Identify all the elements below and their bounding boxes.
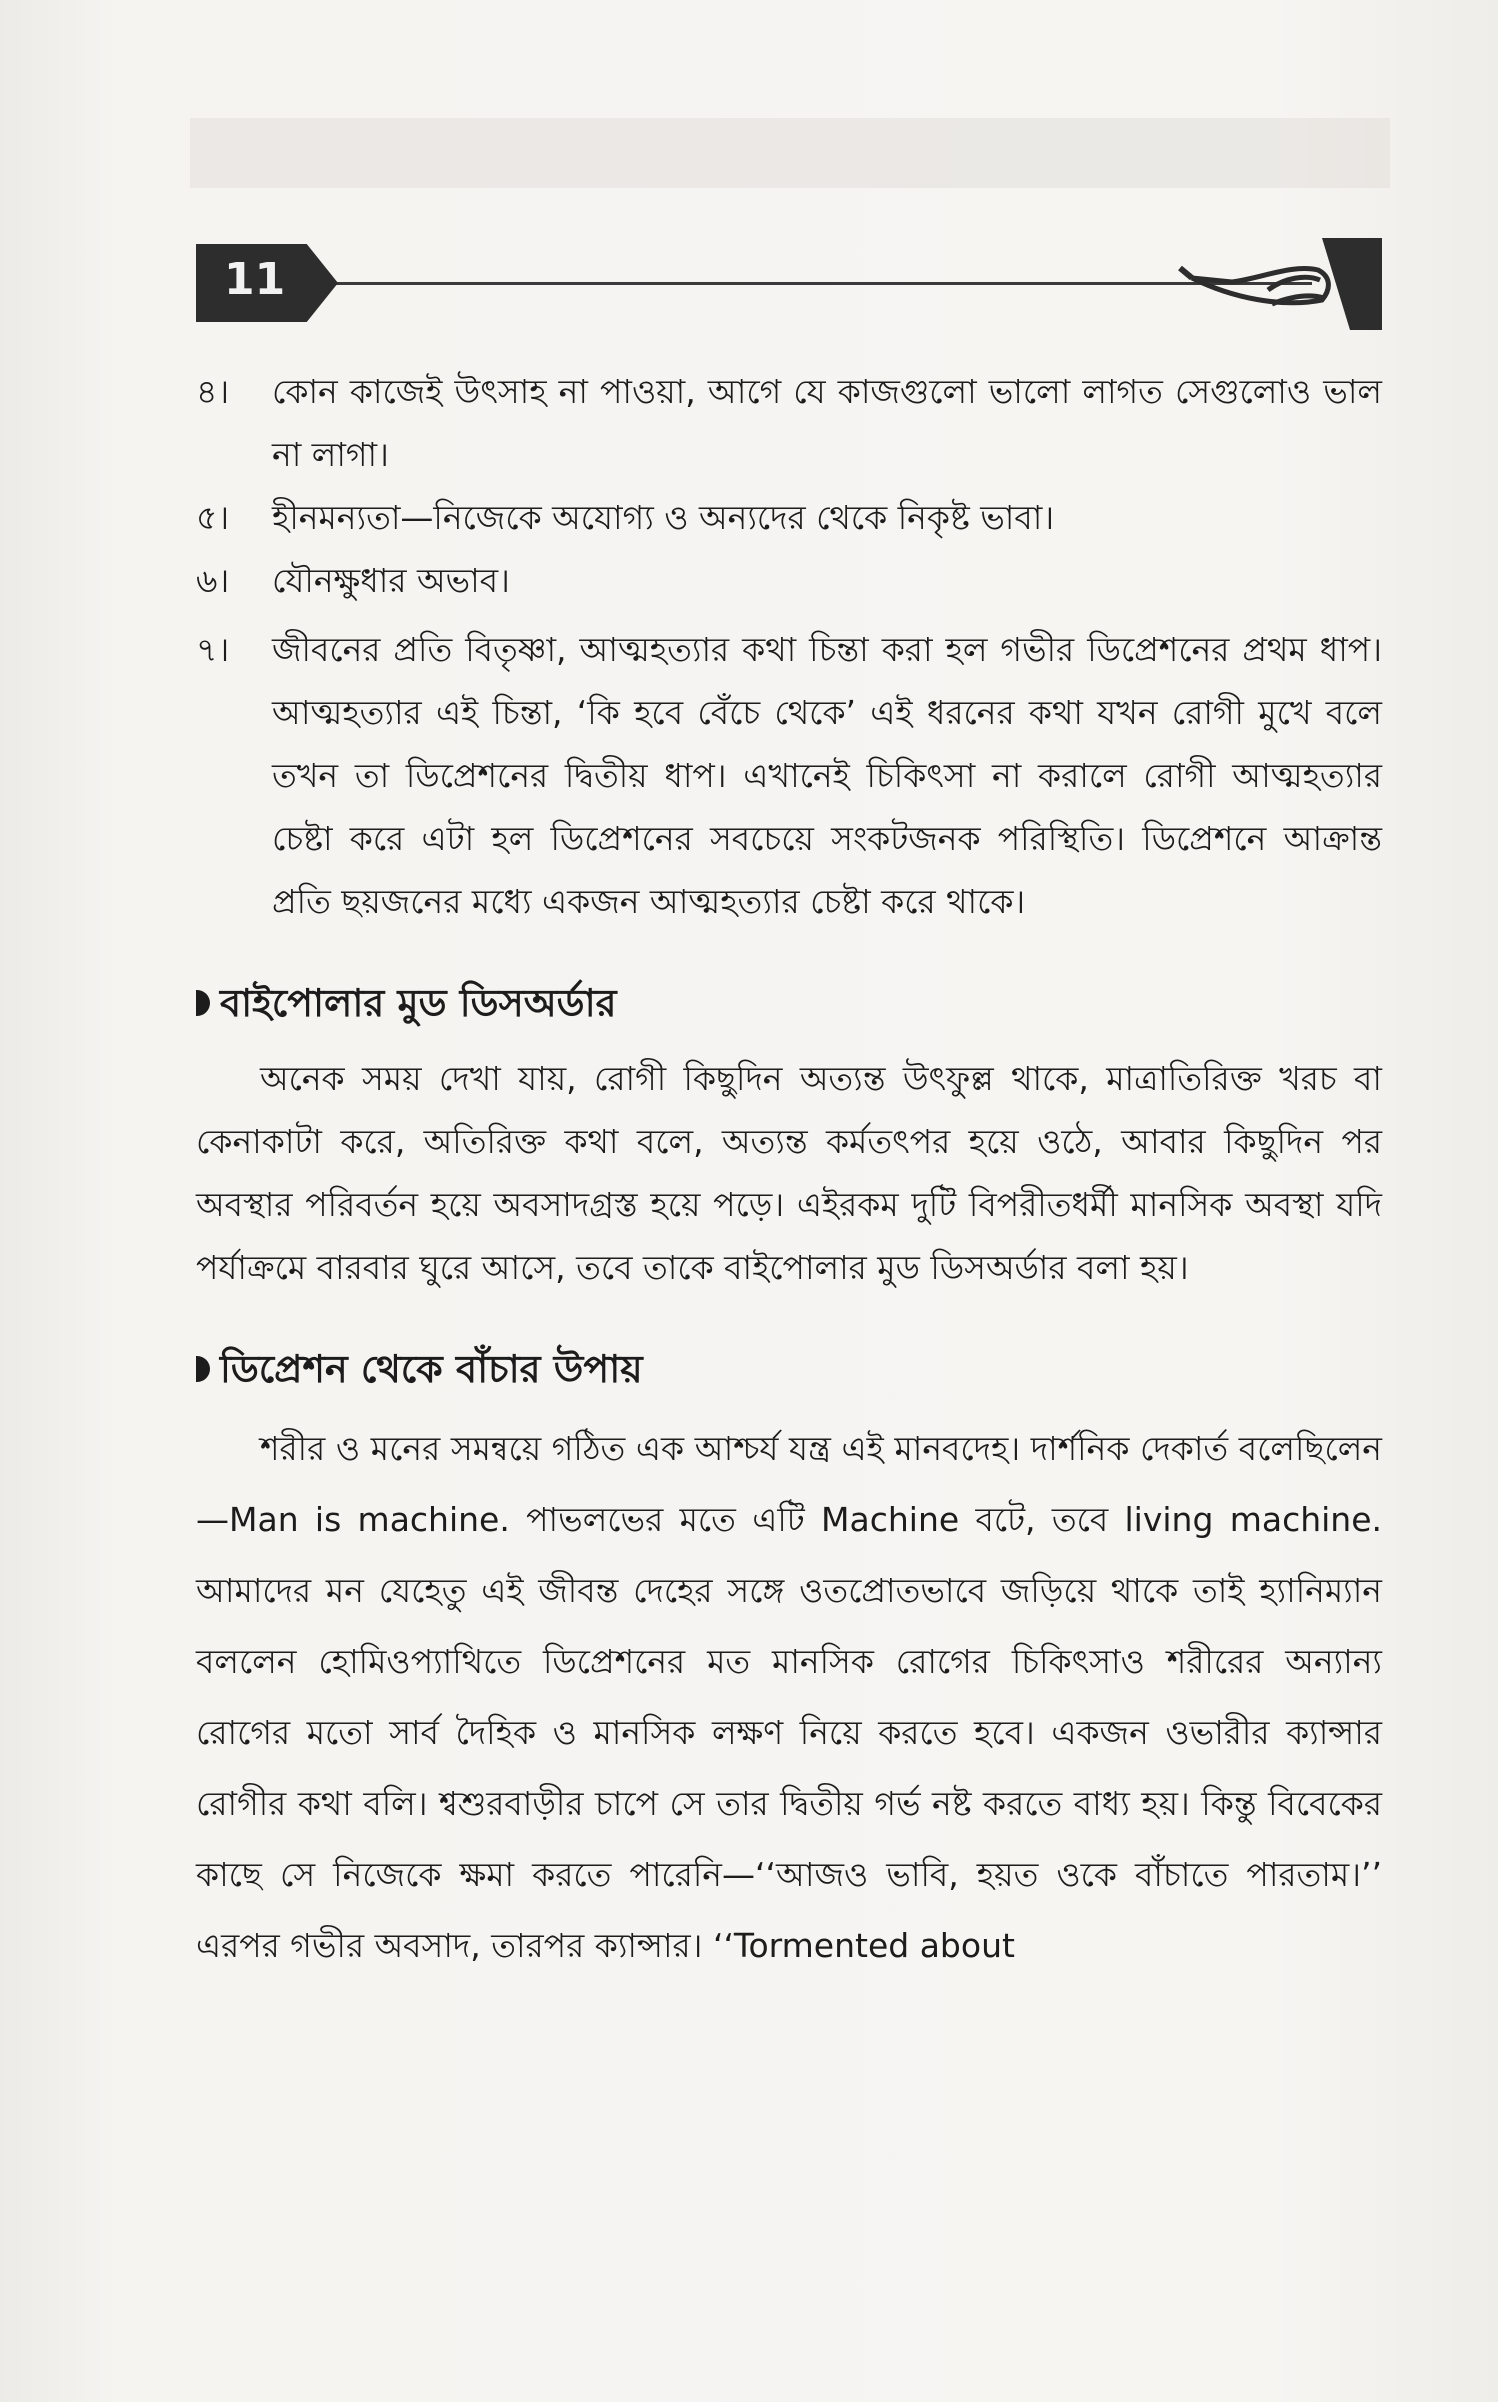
half-circle-bullet-icon	[196, 990, 210, 1016]
list-number: ৪।	[196, 372, 230, 411]
section-heading-bipolar	[196, 973, 1382, 1033]
paragraph-remedy: শরীর ও মনের সমন্বয়ে গঠিত এক আশ্চর্য যন্ত্র এই মানবদেহ। দার্শনিক দেকার্ত বলেছিলেন—Man is machine. পাভলভের মতে এটি Machine বটে, তবে living machine. আমাদের মন যেহেতু এই জীবন্ত দেহের সঙ্গে ওতপ্রোতভাবে জড়িয়ে থাকে তাই হ্যানিম্যান বললেন হোমিওপ্যাথিতে ডিপ্রেশনের মত মানসিক রোগের চিকিৎসাও শরীরের অন্যান্য রোগের মতো সার্ব দৈহিক ও মানসিক লক্ষণ নিয়ে করতে হবে। একজন ওভারীর ক্যান্সার রোগীর কথা বলি। শ্বশুরবাড়ীর চাপে সে তার দ্বিতীয় গর্ভ নষ্ট করতে বাধ্য হয়। কিন্তু বিবেকের কাছে সে নিজেকে ক্ষমা করতে পারেনি—‘‘আজও ভাবি, হয়ত ওকে বাঁচাতে পারতাম।’’ এরপর গভীর অবসাদ, তারপর ক্যান্সার। ‘‘Tormented about	[196, 1429, 1382, 1965]
header-rule	[196, 282, 1312, 285]
list-item	[196, 360, 1382, 486]
quill-decoration-icon	[1172, 238, 1382, 330]
list-number: ৬।	[196, 561, 230, 600]
list-number: ৫।	[196, 498, 230, 537]
page-number: 11	[224, 254, 286, 305]
bleed-through-band	[190, 118, 1390, 188]
list-text: কোন কাজেই উৎসাহ না পাওয়া, আগে যে কাজগুলো ভালো লাগত সেগুলোও ভাল না লাগা।	[272, 372, 1382, 474]
list-number: ৭।	[196, 630, 230, 669]
list-text: যৌনক্ষুধার অভাব।	[272, 561, 510, 600]
list-text: জীবনের প্রতি বিতৃষ্ণা, আত্মহত্যার কথা চিন্তা করা হল গভীর ডিপ্রেশনের প্রথম ধাপ। আত্মহত্যার এই চিন্তা, ‘কি হবে বেঁচে থেকে’ এই ধরনের কথা যখন রোগী মুখে বলে তখন তা ডিপ্রেশনের দ্বিতীয় ধাপ। এখানেই চিকিৎসা না করালে রোগী আত্মহত্যার চেষ্টা করে এটা হল ডিপ্রেশনের সবচেয়ে সংকটজনক পরিস্থিতি। ডিপ্রেশনে আক্রান্ত প্রতি ছয়জনের মধ্যে একজন আত্মহত্যার চেষ্টা করে থাকে।	[272, 630, 1382, 921]
list-text: হীনমন্যতা—নিজেকে অযোগ্য ও অন্যদের থেকে নিকৃষ্ট ভাবা।	[272, 498, 1055, 537]
list-item	[196, 486, 1382, 549]
half-circle-bullet-icon	[196, 1356, 210, 1382]
heading-text: বাইপোলার মুড ডিসঅর্ডার	[220, 981, 617, 1025]
page-content	[196, 360, 1382, 1981]
heading-text: ডিপ্রেশন থেকে বাঁচার উপায়	[220, 1347, 643, 1391]
paragraph-bipolar: অনেক সময় দেখা যায়, রোগী কিছুদিন অত্যন্ত উৎফুল্ল থাকে, মাত্রাতিরিক্ত খরচ বা কেনাকাটা করে, অতিরিক্ত কথা বলে, অত্যন্ত কর্মতৎপর হয়ে ওঠে, আবার কিছুদিন পর অবস্থার পরিবর্তন হয়ে অবসাদগ্রস্ত হয়ে পড়ে। এইরকম দুটি বিপরীতধর্মী মানসিক অবস্থা যদি পর্যাক্রমে বারবার ঘুরে আসে, তবে তাকে বাইপোলার মুড ডিসঅর্ডার বলা হয়।	[196, 1059, 1382, 1287]
section-heading-remedy	[196, 1339, 1382, 1399]
page-header	[196, 244, 1382, 326]
list-item	[196, 618, 1382, 933]
list-item	[196, 549, 1382, 612]
